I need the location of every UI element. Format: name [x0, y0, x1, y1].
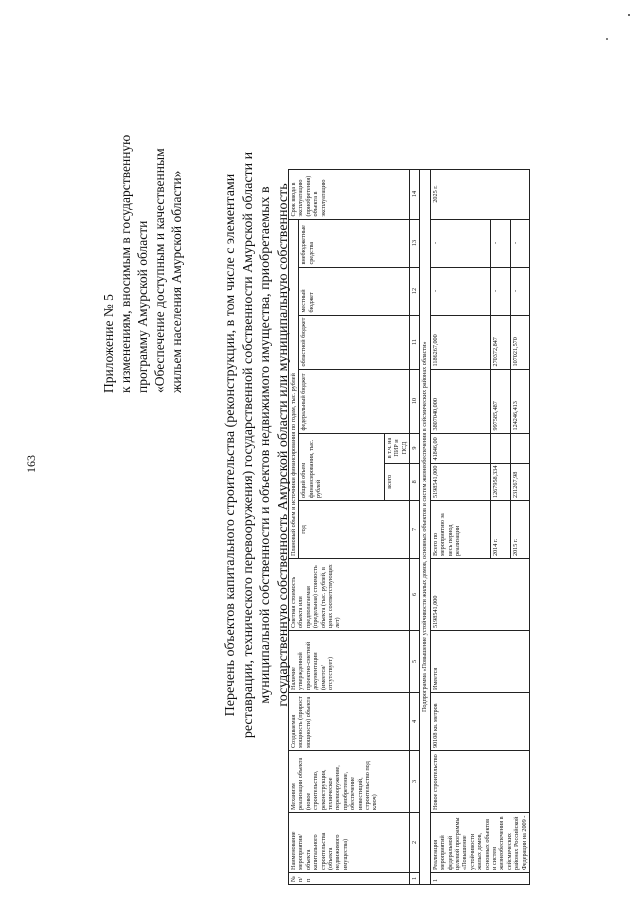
appendix-line: к изменениям, вносимым в государственную [118, 134, 133, 393]
col-number: 3 [410, 751, 420, 813]
appendix-line: Приложение № 5 [101, 294, 116, 393]
header-capacity: Создаваемая мощность (прирост мощности) объекта [289, 693, 410, 751]
year-cell: Всего по мероприятию за весь период реализации [430, 501, 491, 559]
col-number: 14 [410, 169, 420, 219]
appendix-header [100, 23, 185, 393]
header-funding: Плановый объем и источники финансирования по годам, тыс. рублей [289, 219, 299, 558]
col-number: 6 [410, 559, 420, 631]
row-docs: Имеется [430, 631, 529, 693]
total-cell: 231267,98 [510, 463, 529, 500]
header-total: всего [384, 463, 409, 500]
total-cell: 5198541,000 [430, 463, 491, 500]
year-cell: 2014 г. [491, 501, 510, 559]
header-mechanism: Механизм реализации объекта (новое строительство, реконструкция, техническое перевооружение, приобретение, обеспечение инвестиций, строительство под ключ) [289, 751, 410, 813]
header-total-volume: общий объем финансирования, тыс. рублей [299, 433, 384, 500]
row-num: 1 [430, 873, 529, 885]
header-name: Наименование мероприятия/объекта капитального строительства (объекта недвижимого имущества) [289, 813, 410, 873]
federal-cell: 3807040,000 [430, 369, 491, 433]
row-capacity: 90108 кв. метров [430, 693, 529, 751]
col-number: 13 [410, 219, 420, 267]
year-cell: 2015 г. [510, 501, 529, 559]
regional-cell: 270372,847 [491, 315, 510, 369]
header-offbudget: внебюджетные средства [299, 219, 410, 267]
col-number: 11 [410, 315, 420, 369]
incl-cell: 41846,00 [430, 433, 491, 463]
col-number: 4 [410, 693, 420, 751]
col-number: 7 [410, 501, 420, 559]
row-cost: 5198541,000 [430, 559, 529, 631]
header-year: год [299, 501, 410, 559]
col-number: 1 [410, 873, 420, 885]
local-cell: - [491, 267, 510, 315]
federal-cell: 124246,413 [510, 369, 529, 433]
regional-cell: 1186267,000 [430, 315, 491, 369]
header-incl-pir: в т.ч. на ПИР и ПСД [384, 433, 409, 463]
row-name: Реализация мероприятий федеральной целевой программы «Повышение устойчивости жилых домов, основных объектов и систем жизнеобеспечения в сейсмических районах Российской Федерации на 2009 - [430, 813, 529, 873]
header-federal: федеральный бюджет [299, 369, 410, 433]
offbudget-cell: - [430, 219, 491, 267]
total-cell: 1267958,334 [491, 463, 510, 500]
col-number: 8 [410, 463, 420, 500]
objects-table [288, 169, 530, 885]
col-number: 5 [410, 631, 420, 693]
row-mechanism: Новое строительство [430, 751, 529, 813]
incl-cell [491, 433, 510, 463]
appendix-line: «Обеспечение доступным и качественным [152, 148, 167, 393]
page-number: 163 [24, 455, 38, 473]
col-number: 9 [410, 433, 420, 463]
header-docs: Наличие утвержденной проектно-сметной документации (имеется/отсутствует) [289, 631, 410, 693]
header-deadline: Срок ввода в эксплуатацию (приобретения) объекта в эксплуатацию [289, 169, 410, 219]
col-number: 2 [410, 813, 420, 873]
header-regional: областной бюджет [299, 315, 410, 369]
subprogram-row: Подпрограмма «Повышение устойчивости жилых домов, основных объектов и систем жизнеобеспечения в сейсмических районах области» [420, 169, 430, 884]
federal-cell: 997585,487 [491, 369, 510, 433]
local-cell: - [510, 267, 529, 315]
col-number: 12 [410, 267, 420, 315]
document-title: Перечень объектов капитального строительства (реконструкции, в том числе с элементами реставрации, технического перевооружения) государственной собственности Амурской области и муниципальной собственности и объектов недвижимого имущества, приобретаемых в государственную собственность Амурской области или муниципальную собственность [223, 151, 291, 739]
local-cell: - [430, 267, 491, 315]
offbudget-cell: - [510, 219, 529, 267]
incl-cell [510, 433, 529, 463]
col-number: 10 [410, 369, 420, 433]
appendix-line: жильем населения Амурской области» [169, 170, 184, 393]
row-deadline: 2025 г. [430, 169, 529, 219]
header-cost: Сметная стоимость объекта или предполагаемая (предельная) стоимость объекта (тыс. рублей, в ценах соответствующих лет) [289, 559, 410, 631]
offbudget-cell: - [491, 219, 510, 267]
appendix-line: программу Амурской области [135, 220, 150, 393]
header-num: № п/п [289, 873, 410, 885]
regional-cell: 107021,570 [510, 315, 529, 369]
header-local: местный бюджет [299, 267, 410, 315]
